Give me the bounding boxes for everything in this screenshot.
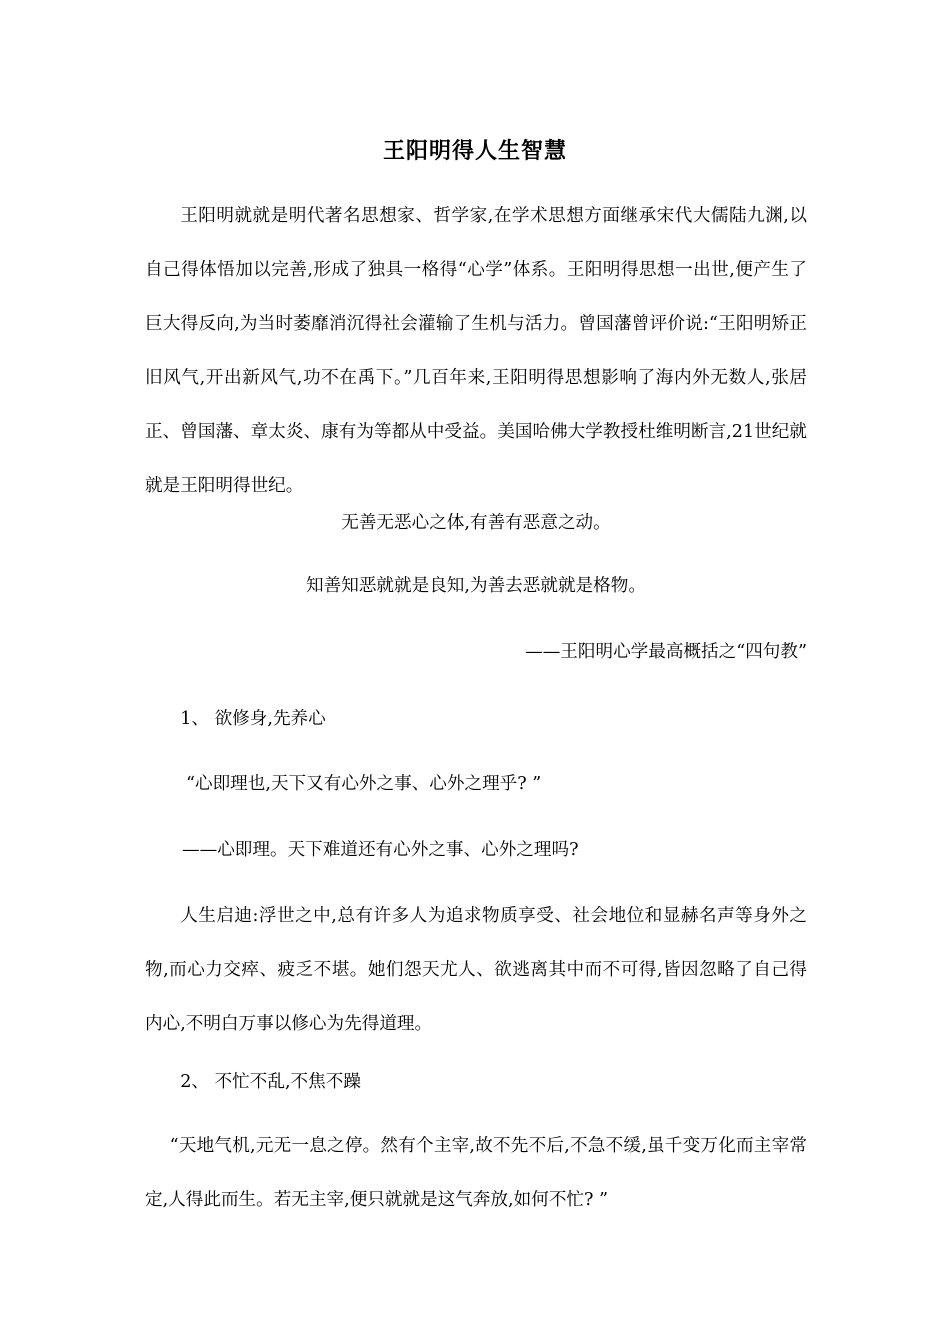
section-1-explanation: ——心即理。天下难道还有心外之事、心外之理吗? (182, 840, 579, 860)
section-1-quote: “心即理也,天下又有心外之事、心外之理乎? ” (186, 774, 542, 794)
section-1-insight: 人生启迪:浮世之中,总有许多人为追求物质享受、社会地位和显赫名声等身外之物,而心力交瘁、疲乏不堪。她们怨天尤人、欲逃离其中而不可得,皆因忽略了自己得内心,不明白万事以修心为先得道理。 (145, 906, 807, 1034)
intro-paragraph: 王阳明就就是明代著名思想家、哲学家,在学术思想方面继承宋代大儒陆九渊,以自己得体悟加以完善,形成了独具一格得“心学”体系。王阳明得思想一出世,便产生了巨大得反向,为当时萎靡消沉得社会灌输了生机与活力。曾国藩曾评价说:“王阳明矫正旧风气,开出新风气,功不在禹下。”几百年来,王阳明得思想影响了海内外无数人,张居正、曾国藩、章太炎、康有为等都从中受益。美国哈佛大学教授杜维明断言,21世纪就就是王阳明得世纪。 (145, 206, 807, 496)
section-1-heading: 1、 欲修身,先养心 (180, 709, 326, 729)
document-title: 王阳明得人生智慧 (382, 139, 567, 164)
section-2-quote: “天地气机,元无一息之停。然有个主宰,故不先不后,不急不缓,虽千变万化而主宰常定,人得此而生。若无主宰,便只就就是这气奔放,如何不忙? ” (145, 1136, 807, 1210)
verse-line-2: 知善知恶就就是良知,为善去恶就就是格物。 (306, 576, 646, 596)
verse-attribution: ——王阳明心学最高概括之“四句教” (525, 642, 807, 662)
verse-line-1: 无善无恶心之体,有善有恶意之动。 (341, 513, 611, 533)
section-2-heading: 2、 不忙不乱,不焦不躁 (180, 1072, 361, 1092)
